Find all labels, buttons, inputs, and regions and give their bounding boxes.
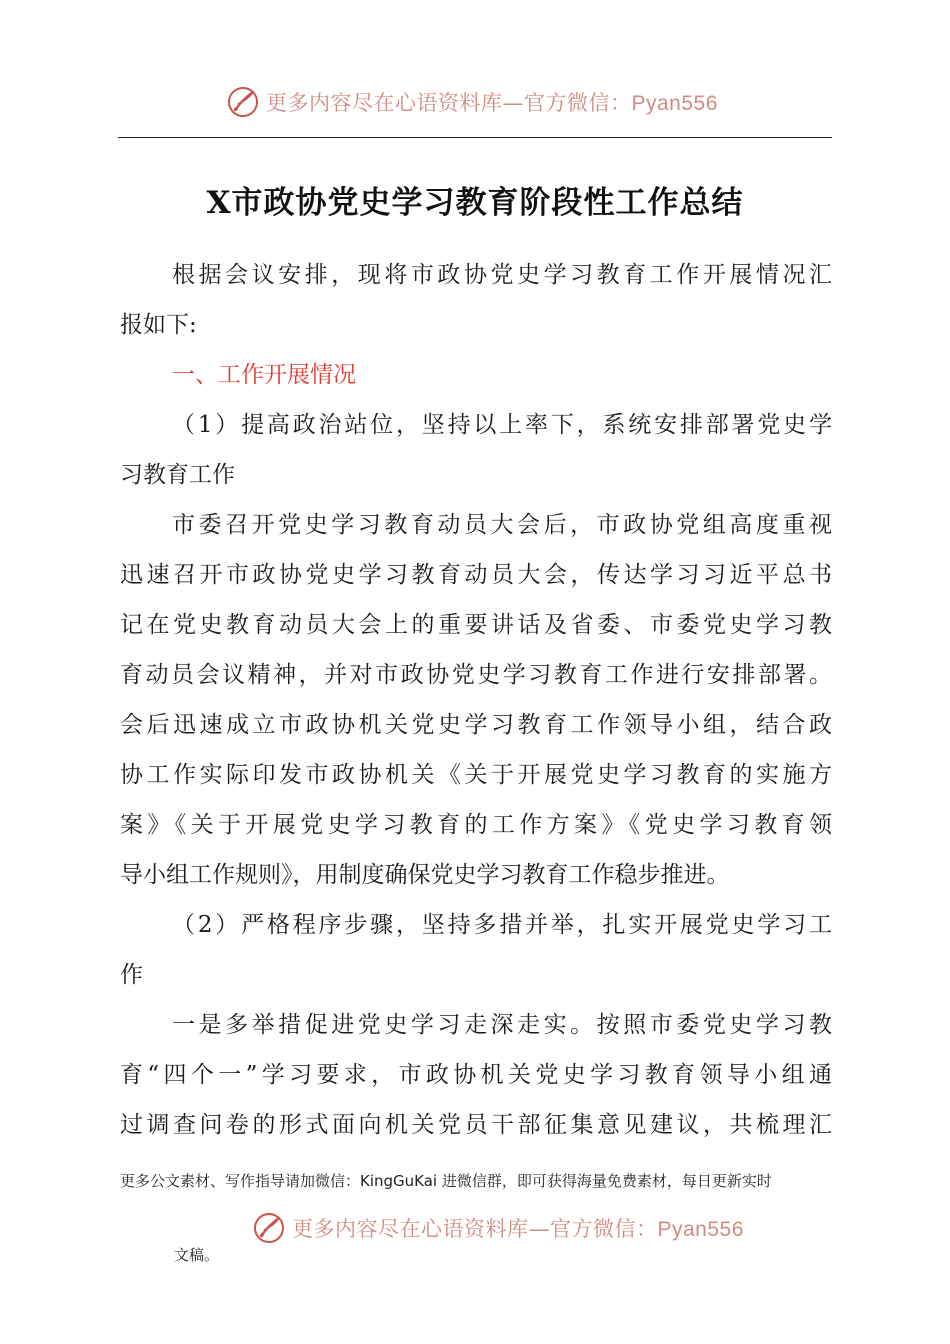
paragraph-line: 育动员会议精神，并对市政协党史学习教育工作进行安排部署。 <box>120 662 832 688</box>
footer-note: 更多公文素材、写作指导请加微信：KingGuKai 进微信群，即可获得海量免费素材，每日更新实时 <box>120 1172 772 1190</box>
section-heading: 一、工作开展情况 <box>172 362 356 388</box>
header-divider <box>118 137 832 138</box>
header-watermark-banner <box>226 82 718 122</box>
item-heading-line: （2）严格程序步骤，坚持多措并举，扎实开展党史学习工 <box>172 912 832 938</box>
quill-logo-icon <box>226 85 260 119</box>
paragraph-line: 协工作实际印发市政协机关《关于开展党史学习教育的实施方 <box>120 762 832 788</box>
paragraph-line: 一是多举措促进党史学习走深走实。按照市委党史学习教 <box>172 1012 832 1038</box>
item-heading-line: 作 <box>120 962 143 988</box>
document-body <box>120 250 832 1150</box>
intro-line: 报如下: <box>120 312 197 338</box>
intro-line: 根据会议安排，现将市政协党史学习教育工作开展情况汇 <box>172 262 832 288</box>
paragraph-line: 迅速召开市政协党史学习教育动员大会，传达学习习近平总书 <box>120 562 832 588</box>
footer-watermark-banner <box>252 1208 744 1248</box>
header-watermark-text: 更多内容尽在心语资料库—官方微信：Pyan556 <box>266 91 718 115</box>
item-heading-line: （1）提高政治站位，坚持以上率下，系统安排部署党史学 <box>172 412 832 438</box>
quill-logo-icon <box>252 1211 286 1245</box>
paragraph-line: 记在党史教育动员大会上的重要讲话及省委、市委党史学习教 <box>120 612 832 638</box>
paragraph-line: 导小组工作规则》，用制度确保党史学习教育工作稳步推进。 <box>120 862 730 888</box>
paragraph-line: 育“四个一”学习要求，市政协机关党史学习教育领导小组通 <box>120 1062 832 1088</box>
document-title: X市政协党史学习教育阶段性工作总结 <box>206 185 744 221</box>
footer-tail-text: 文稿。 <box>174 1246 220 1264</box>
paragraph-line: 过调查问卷的形式面向机关党员干部征集意见建议，共梳理汇 <box>120 1112 832 1138</box>
paragraph-line: 会后迅速成立市政协机关党史学习教育工作领导小组，结合政 <box>120 712 832 738</box>
footer-watermark-text: 更多内容尽在心语资料库—官方微信：Pyan556 <box>292 1217 744 1241</box>
paragraph-line: 案》《关于开展党史学习教育的工作方案》《党史学习教育领 <box>120 812 832 838</box>
item-heading-line: 习教育工作 <box>120 462 235 488</box>
paragraph-line: 市委召开党史学习教育动员大会后，市政协党组高度重视 <box>172 512 832 538</box>
